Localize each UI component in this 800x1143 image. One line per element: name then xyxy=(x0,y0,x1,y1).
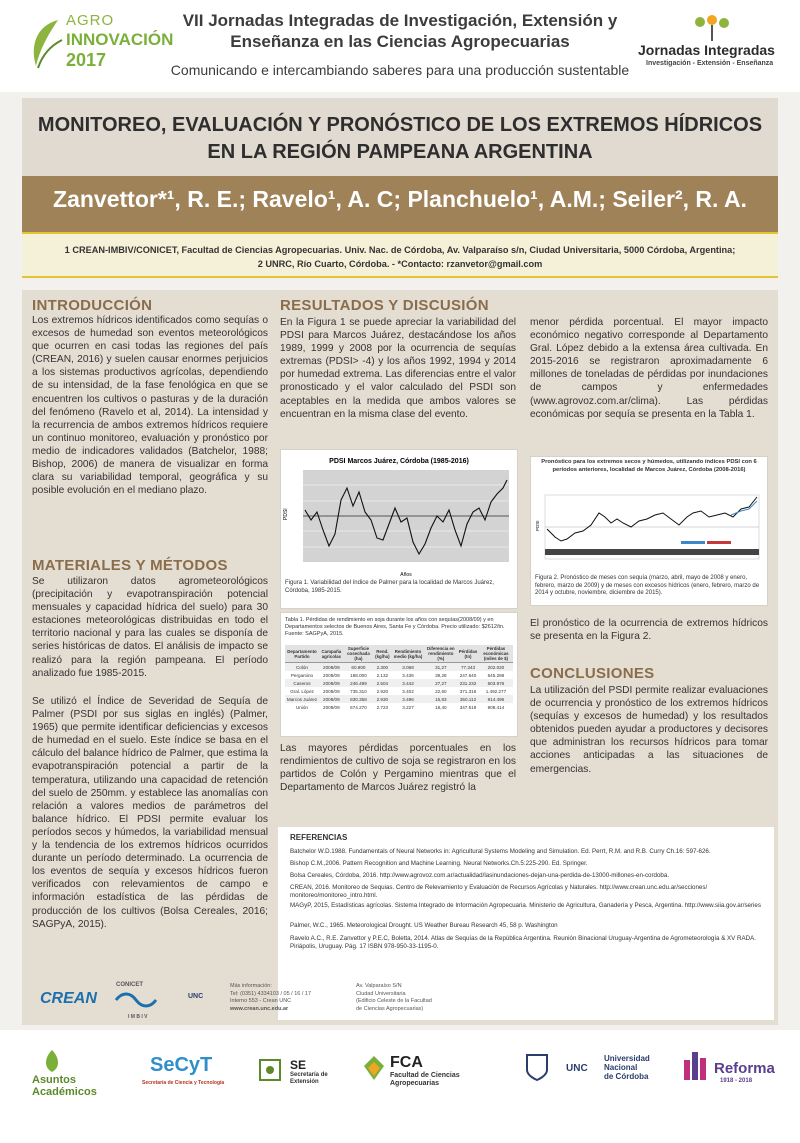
table-1-row xyxy=(285,695,513,703)
table-1-cell: 247.640 xyxy=(459,672,477,678)
results-text-2: Las mayores pérdidas porcentuales en los rendimientos de cultivo de soja se registraron en los partidos de Colón y Pergamino mientras que el Departamento de Marcos Juárez registró la xyxy=(280,743,516,794)
reference-4: CREAN, 2016. Monitoreo de Sequias. Centro de Relevamiento y Evaluación de Recursos Agrícolas y Naturales. http://www.crean.unc.edu.ar/secciones/ monitoreo/monitoreo_intro.html. xyxy=(290,884,708,899)
table-1-header: Campaña agrícolas xyxy=(319,645,344,663)
se-sub-2: Extensión xyxy=(290,1079,319,1085)
table-1-cell: 231.232 xyxy=(459,680,477,686)
table-1-cell: Marcos Juárez xyxy=(286,696,318,702)
table-1-cell: Pergamino xyxy=(290,672,314,678)
reforma-logo: Reforma xyxy=(714,1060,775,1077)
table-1-cell: 3.442 xyxy=(402,680,414,686)
table-1-cell: 674.270 xyxy=(350,704,367,710)
table-1-cell: Gral. López xyxy=(290,688,314,694)
affiliation-1: 1 CREAN-IMBIV/CONICET, Facultad de Ciencias Agropecuarias. Univ. Nac. de Córdoba, Av. Valparaíso s/n, Ciudad Universitaria, 5000 Córdoba, Argentina; xyxy=(64,245,736,255)
table-1-caption: Tabla 1. Pérdidas de rendimiento en soja durante los años con sequías(2008/09) y en Departamentos selectos de Buenos Aires, Santa Fe y Córdoba. Precio utilizado: $2612/tn. Fuente: SAGPyA, 2015. xyxy=(285,617,505,637)
table-1-cell: 347.518 xyxy=(459,704,477,710)
figure-2-axis-band xyxy=(545,549,759,555)
table-1-cell: 830.358 xyxy=(350,696,367,702)
figure-2-chart xyxy=(531,457,767,569)
table-1-cell: 2.300 xyxy=(376,664,389,670)
table-1-header: Rendimiento medio (kg/ha) xyxy=(392,645,425,663)
fca-sub-1: Facultad de Ciencias xyxy=(390,1072,460,1079)
conclusions-text: La utilización del PSDI permite realizar evaluaciones de ocurrencia y pronóstico de los extremos hídricos (sequías y excesos de humedad) y los resultados obtenidos pueden ayudar a productores y decisores que administran los recursos hídricos para tomar acciones anticipadas a las situaciones de emergencias. xyxy=(530,685,768,775)
table-1-cell: 188.000 xyxy=(350,672,367,678)
fca-sub-2: Agropecuarias xyxy=(390,1080,440,1087)
fca-logo: FCA xyxy=(390,1054,423,1071)
asuntos-line1: Asuntos xyxy=(32,1074,76,1086)
unc-sub-3: de Córdoba xyxy=(604,1072,649,1081)
methods-heading: MATERIALES Y MÉTODOS xyxy=(32,557,228,574)
figure-1-title: PDSI Marcos Juárez, Córdoba (1985-2016) xyxy=(329,458,469,465)
imbiv-label: I M B I V xyxy=(128,1014,148,1020)
figure-2-title: Pronóstico para los extremos secos y húmedos, utilizando índices PDSI con 6 períodos anteriores, localidad de Marcos Juárez, Córdoba (2008-2016) xyxy=(541,459,757,473)
table-1-cell: 15,83 xyxy=(435,696,447,702)
table-1-row xyxy=(285,663,513,672)
table-1-cell: Colón xyxy=(295,664,308,670)
authors: Zanvettor*¹, R. E.; Ravelo¹, A. C; Planchuelo¹, A.M.; Seiler², R. A. xyxy=(53,186,747,212)
footer-contact-2: Tel: (0351) 4334103 / 05 / 16 / 17 xyxy=(230,990,312,997)
table-1-header: Rend. (kg/ha) xyxy=(373,645,391,663)
secyt-logo: SeCyT xyxy=(150,1054,213,1076)
table-1-cell: 3.068 xyxy=(402,664,414,670)
reference-5: MAGyP, 2015, Estadísticas agrícolas. Sistema Integrado de Información Agropecuaria. Ministerio de Agricultura, Ganadería y Pesca, Argentina. http://www.siia.gov.ar/series xyxy=(290,902,761,909)
unc-sub-1: Universidad xyxy=(604,1054,650,1063)
figure-1-caption: Figura 1. Variabilidad del índice de Palmer para la localidad de Marcos Juárez, Córdoba, 1985-2015. xyxy=(285,580,495,594)
table-1-row xyxy=(285,687,513,695)
asuntos-line2: Académicos xyxy=(32,1086,97,1098)
logo-agro: AGRO xyxy=(66,12,115,29)
jornadas-logo xyxy=(632,14,782,74)
table-1-cell: 2008/09 xyxy=(323,704,340,710)
table-1-cell: 2008/09 xyxy=(323,672,340,678)
reforma-building-icon xyxy=(682,1048,712,1082)
poster-title-line2: EN LA REGIÓN PAMPEANA ARGENTINA xyxy=(207,141,593,163)
intro-heading: INTRODUCCIÓN xyxy=(32,297,153,314)
figure-2-ylabel: PDSI xyxy=(535,520,540,531)
table-1-header: Superficie cosechada (ha) xyxy=(344,645,373,663)
table-1-cell: 735.310 xyxy=(350,688,367,694)
se-logo-icon xyxy=(258,1058,282,1082)
footer-address-3: (Edificio Celeste de la Facultad xyxy=(356,998,432,1005)
table-1-row xyxy=(285,679,513,687)
poster-title xyxy=(22,112,778,166)
asuntos-academicos-icon xyxy=(42,1048,62,1074)
agro-innovacion-logo xyxy=(28,8,174,84)
references-heading: REFERENCIAS xyxy=(290,833,348,842)
table-1-cell: 77.343 xyxy=(460,664,476,670)
footer-contact-4[interactable]: www.crean.unc.edu.ar xyxy=(230,1005,289,1012)
table-1 xyxy=(285,645,513,711)
reforma-years: 1918 - 2018 xyxy=(720,1078,753,1084)
reference-3: Bolsa Cereales, Córdoba, 2016. http://www.agrovoz.com.ar/actualidad/lasinundaciones-dejan-una-perdida-de-13000-millones-en-cordoba. xyxy=(290,872,670,879)
table-1-cell: 914.496 xyxy=(487,696,505,702)
poster-title-line1: MONITOREO, EVALUACIÓN Y PRONÓSTICO DE LOS EXTREMOS HÍDRICOS xyxy=(37,114,763,136)
se-subtitle xyxy=(290,1072,328,1086)
table-1-header: Departamento Partido xyxy=(285,645,319,663)
footer-contact-3: Interno 553 - Crean UNC xyxy=(230,998,292,1005)
table-1-cell: 60.900 xyxy=(351,664,366,670)
logo-year: 2017 xyxy=(66,50,107,70)
unc-name xyxy=(604,1054,650,1081)
table-1-cell: Unión xyxy=(295,704,308,710)
table-1-cell: 2.132 xyxy=(376,672,389,678)
footer-address-4: de Ciencias Agropecuarias) xyxy=(356,1005,424,1012)
footer-contact xyxy=(230,983,311,1013)
table-1-cell: 2008/09 xyxy=(323,680,340,686)
footer-contact-1: Más información: xyxy=(230,983,272,989)
footer-address xyxy=(356,983,432,1013)
table-1-row xyxy=(285,671,513,679)
results-text-1: En la Figura 1 se puede apreciar la variabilidad del PDSI para Marcos Juárez, destacándose los años 1989, 1999 y 2008 por la ocurrencia de sequías extremas (PDSI> -4) y los años 1992, 1994 y 2014 por humedad extrema. Las diferencias entre el valor pronosticado y el valor calculado del PSDI son aceptables en la medida que ambos valores se encuentran en la misma clase del evento. xyxy=(280,317,516,420)
conclusions-heading: CONCLUSIONES xyxy=(530,665,655,682)
table-1-cell: 3.436 xyxy=(402,672,414,678)
reference-6: Palmer, W.C., 1965. Meteorological Drought. US Weather Bureau Research 45, 58 p. Washington xyxy=(290,922,558,929)
unc-logo: UNC xyxy=(566,1063,588,1074)
unc-shield-icon xyxy=(524,1052,550,1082)
results-text-4: El pronóstico de la ocurrencia de extremos hídricos se presenta en la Figura 2. xyxy=(530,618,768,643)
crean-logo: CREAN xyxy=(40,990,97,1007)
table-1-cell: 2008/09 xyxy=(323,688,340,694)
table-1-cell: 22,60 xyxy=(435,688,447,694)
se-logo: SE xyxy=(290,1058,307,1072)
sprout-icon xyxy=(692,14,732,42)
table-1-cell: 2.723 xyxy=(376,704,389,710)
results-heading: RESULTADOS Y DISCUSIÓN xyxy=(280,297,489,314)
se-sub-1: Secretaría de xyxy=(290,1072,328,1078)
table-1-cell: 3.227 xyxy=(402,704,414,710)
jornadas-name: Jornadas Integradas xyxy=(638,42,775,58)
reference-1: Batchelor W.D.1988. Fundamentals of Neural Networks in: Agricultural Systems Modeling and Simulation. Ed. Perrt, R.M. and R.B. Curry Ch.16: 597-626. xyxy=(290,848,711,855)
footer-address-2: Ciudad Universitaria xyxy=(356,990,406,997)
logo-innovacion: INNOVACIÓN xyxy=(66,30,174,49)
table-1-cell: 645.288 xyxy=(487,672,505,678)
table-1-cell: 350.112 xyxy=(459,696,477,702)
table-1-row xyxy=(285,703,513,711)
table-1-header: Pérdidas (tn) xyxy=(457,645,479,663)
table-1-cell: 3.402 xyxy=(402,688,414,694)
figure-1-ylabel: PDSI xyxy=(283,508,289,520)
table-1-cell: 2008/09 xyxy=(323,696,340,702)
table-1-cell: 27,27 xyxy=(435,680,447,686)
table-1-cell: Caseros xyxy=(293,680,311,686)
reference-2: Bishop C.M.,2006. Pattern Recognition and Machine Learning. Neural Networks.Ch.5:225-290. Ed. Springer. xyxy=(290,860,588,867)
table-1-cell: 908.414 xyxy=(487,704,505,710)
conference-subtitle: Comunicando e intercambiando saberes para una producción sustentable xyxy=(170,62,630,78)
secyt-subtitle: Secretaría de Ciencia y Tecnología xyxy=(142,1080,225,1086)
table-1-cell: 2.930 xyxy=(376,696,389,702)
table-1-cell: 39,28 xyxy=(435,672,447,678)
affiliations xyxy=(28,243,772,271)
fca-subtitle xyxy=(390,1072,460,1088)
table-1-cell: 31,27 xyxy=(435,664,447,670)
unc-footer-logo: UNC xyxy=(188,993,204,1000)
conference-title: VII Jornadas Integradas de Investigación, Extensión y Enseñanza en las Ciencias Agropecuarias xyxy=(182,11,618,51)
jornadas-tagline: Investigación - Extensión - Enseñanza xyxy=(646,60,774,67)
table-1-cell: 202.020 xyxy=(487,664,505,670)
results-text-3: menor pérdida porcentual. El mayor impacto económico negativo corresponde al Departamento Gral. López debido a la extensa área cultivada. En 2015-2016 se registraron aproximadamente 6 millones de toneladas de pérdidas por inundaciones de campos y enfermedades (www.agrovoz.com.ar/clima). Las pérdidas económicas por sequía se presenta en la Tabla 1. xyxy=(530,317,768,420)
table-1-cell: 246.499 xyxy=(350,680,367,686)
figure-1-chart xyxy=(281,450,517,580)
reference-7: Ravelo A.C., R.E. Zanvettor y P.E.C, Boletta, 2014. Atlas de Sequías de la República Argentina. Reunión Binacional Uruguay-Argentina de Agrometeorología & XV RADA. Piriápolis, Uruguay. Pág. 17 ISBN 978-950-33-1195-0. xyxy=(290,935,756,950)
table-1-cell: 2.504 xyxy=(376,680,389,686)
footer-address-1: Av. Valparaíso S/N xyxy=(356,983,402,989)
unc-sub-2: Nacional xyxy=(604,1063,638,1072)
asuntos-academicos-logo xyxy=(32,1074,97,1098)
header xyxy=(0,0,800,92)
figure-1 xyxy=(280,449,518,609)
leaf-icon xyxy=(28,16,68,76)
table-1-cell: 1.492.277 xyxy=(485,688,507,694)
table-1-header: Pérdidas económicas (miles de $) xyxy=(479,645,513,663)
figure-2-caption: Figura 2. Pronóstico de meses con sequía (marzo, abril, mayo de 2008 y enero, febrero, marzo de 2009) y de meses con excesos hídricos (enero, febrero, marzo de 2014 y octubre, noviembre, diciembre de 2015). xyxy=(535,575,760,596)
fca-logo-icon xyxy=(362,1054,386,1082)
table-1-cell: 2008/09 xyxy=(323,664,340,670)
conicet-symbol-icon xyxy=(112,992,162,1008)
affiliation-2: 2 UNRC, Río Cuarto, Córdoba. - *Contacto: rzanvetor@gmail.com xyxy=(257,259,543,269)
table-1-box xyxy=(280,612,518,737)
intro-text: Los extremos hídricos identificados como sequías o excesos de humedad son eventos meteorológicos que ocurren en casi todas las regiones del país (CREAN, 2016) y suelen causar enormes perjuicios a los sistemas productivos agrícolas, dependiendo de su intensidad, de la fase fenológica en que se encuentren los cultivos o pasturas y de la duración del fenómeno (Ravelo et al, 2014). La intensidad y la recurrencia de ambos extremos hídricos requiere un continuo monitoreo, evaluación y pronóstico por medio de indicadores validados (Batchelor, 1988; Bishop, 2006) de manera de visualizar en forma clara su variabilidad temporal, geográfica y su posible evolución en el mediano plazo. xyxy=(32,315,268,497)
table-1-header: Diferencia en rendimiento (%) xyxy=(425,645,458,663)
table-1-cell: 3.496 xyxy=(402,696,414,702)
table-1-cell: 371.316 xyxy=(459,688,477,694)
figure-2 xyxy=(530,456,768,606)
table-1-cell: 2.920 xyxy=(376,688,389,694)
table-1-cell: 603.976 xyxy=(487,680,505,686)
methods-text-2: Se utilizó el Índice de Severidad de Sequía de Palmer (PSDI por sus siglas en inglés) (Palmer, 1965) que permite identificar deficiencias y excesos de humedad en el suelo. Este índice se basa en el cálculo del balance hídrico de Palmer, que estima la evapotranspiración potencial a partir de la temperatura, utilizando una capacidad de retención del suelo de 250mm. y establece las anomalías con relación a valores medios de parámetros del balance hídrico. El PDSI permite evaluar los períodos secos y húmedos, la variabilidad mensual y la tendencia de los extremos hídricos ocurridos durante un período determinado. La ocurrencia de los eventos de sequía y excesos hídricos fueron verificados con relevamientos de campo e información estadística de las pérdidas de producción de los cultivos (Bolsa Cereales, 2016; SAGPyA, 2015). xyxy=(32,696,268,930)
table-1-cell: 18,40 xyxy=(435,704,447,710)
conicet-logo: CONICET xyxy=(116,982,143,988)
figure-1-xlabel: Años xyxy=(400,572,412,578)
methods-text-1: Se utilizaron datos agrometeorológicos (precipitación y evapotranspiración potencial mensuales y capacidad hídrica del suelo) para 30 estaciones meteorológicas distribuidas en todo el territorio nacional y para las cuales se disponía de series históricas de datos. El análisis de impacto se realizó para la región pampeana. El período analizado fue 1985-2015. xyxy=(32,576,268,679)
